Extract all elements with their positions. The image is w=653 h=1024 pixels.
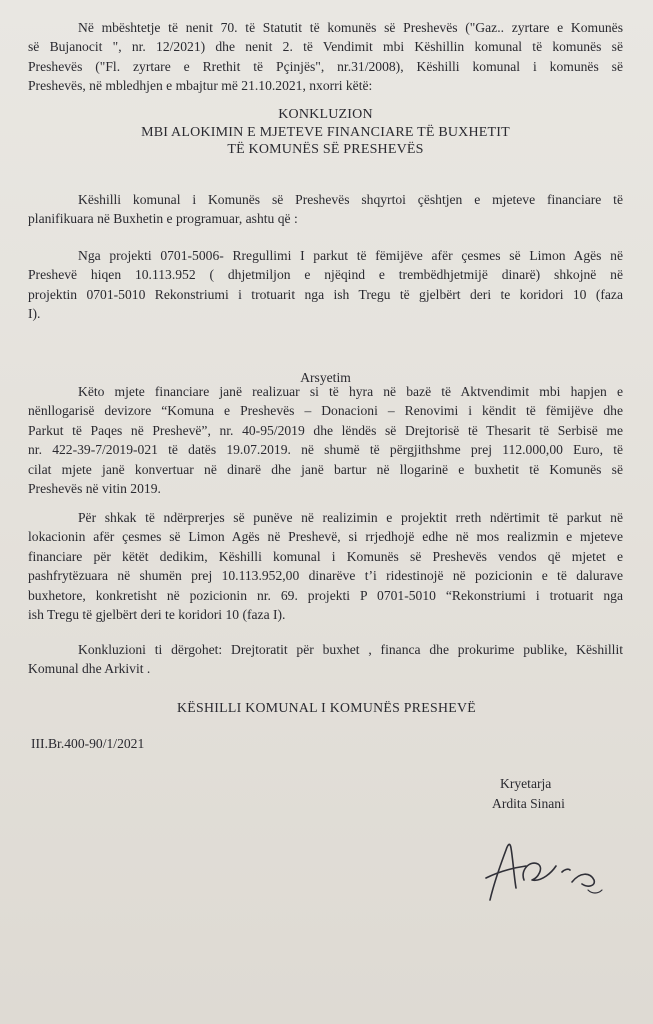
reasoning-line: lokacionin afër çesmes së Limon Agës në Preshevë, si rrjedhojë edhe në mos realizmin e mjeteve (28, 529, 623, 545)
decision-line: Nga projekti 0701-5006- Rregullimi I parkut të fëmijëve afër çesmes së Limon Agës në (78, 248, 623, 263)
document-title (28, 106, 623, 159)
delivery-line: Komunal dhe Arkivit . (28, 661, 151, 677)
preamble-paragraph (28, 18, 623, 96)
decision-paragraph (28, 246, 623, 324)
reasoning-line: nr. 422-39-7/2019-021 të datës 19.07.2019. në shumë të përgjithshme prej 112.000,00 Euro, të (28, 442, 623, 458)
reasoning-line: cilat mjete janë konvertuar në dinarë dhe janë bartur në llogarinë e buxhetit të Komunës së (28, 461, 623, 477)
signatory-role: Kryetarja (500, 776, 552, 791)
reference-number: III.Br.400-90/1/2021 (31, 736, 145, 751)
reasoning-line: Për shkak të ndërprerjes së punëve në realizimin e projektit rreth ndërtimit të parkut në (78, 510, 623, 525)
preamble-line: Preshevës ("Fl. zyrtare e Rrethit të Pçinjës", nr.31/2008), Këshilli komunal i komunës së (28, 58, 623, 74)
signatory-name: Ardita Sinani (492, 796, 565, 811)
reasoning-line: Këto mjete financiare janë realizuar si të hyra në bazë të Aktvendimit mbi hapjen e (78, 384, 623, 399)
reasoning-line: Preshevës në vitin 2019. (28, 481, 161, 497)
council-name: KËSHILLI KOMUNAL I KOMUNËS PRESHEVË (177, 700, 476, 715)
decision-line: Preshevë hiqen 10.113.952 ( dhjetmiljon e njëqind e trembëdhjetmijë dinarë) shkojnë në (28, 267, 623, 283)
preamble-line: së Bujanocit ", nr. 12/2021) dhe nenit 2. të Vendimit mbi Këshillin komunal të komunës së (28, 39, 623, 55)
reasoning-line: ish Tregu të gjelbërt deri te koridori 10 (faza I). (28, 607, 286, 623)
reasoning-heading: Arsyetim (300, 370, 351, 385)
intro-line: planifikuara në Buxhetin e programuar, ashtu që : (28, 211, 298, 227)
reasoning-line: Parkut të Paqes në Preshevë”, nr. 40-95/2019 dhe lëndës së Drejtorisë të Thesarit të Serbisë me (28, 422, 623, 438)
reasoning-paragraph-1 (28, 382, 623, 498)
preamble-line: Në mbështetje të nenit 70. të Statutit të komunës së Preshevës ("Gaz.. zyrtare e Komunës (78, 20, 623, 35)
decision-line: I). (28, 306, 41, 322)
handwritten-signature (472, 828, 622, 918)
decision-line: projektin 0701-5010 Rekonstriumi i trotuarit nga ish Tregu të gjelbërt deri te koridori 10 (faza (28, 286, 623, 302)
intro-paragraph (28, 190, 623, 229)
preamble-line: Preshevës, në mbledhjen e mbajtur më 21.10.2021, nxorri këtë: (28, 78, 373, 94)
reasoning-paragraph-2 (28, 508, 623, 624)
title-line: KONKLUZION (278, 107, 373, 122)
delivery-paragraph (28, 640, 623, 679)
title-line: TË KOMUNËS SË PRESHEVËS (227, 142, 424, 157)
intro-line: Këshilli komunal i Komunës së Preshevës shqyrtoi çështjen e mjeteve financiare të (78, 192, 623, 207)
delivery-line: Konkluzioni ti dërgohet: Drejtoratit për buxhet , financa dhe prokurime publike, Këshillit (78, 642, 623, 657)
reasoning-line: buxhetore, konkretisht në pozicionin nr. 69. projekti P 0701-5010 “Rekonstriumi i trotuarit nga (28, 587, 623, 603)
reasoning-line: nënllogarisë devizore “Komuna e Preshevës – Donacioni – Renovimi i këndit të fëmijëve dhe (28, 403, 623, 419)
reasoning-line: financiare për këtët dedikim, Këshilli komunal i Komunës së Preshevës vendos që mjetet e (28, 548, 623, 564)
title-line: MBI ALOKIMIN E MJETEVE FINANCIARE TË BUXHETIT (141, 124, 510, 140)
reasoning-line: pashfrytëzuara në shumën prej 10.113.952,00 dinarëve t’i ridestinojë në pozicionin e të dalurave (28, 568, 623, 584)
